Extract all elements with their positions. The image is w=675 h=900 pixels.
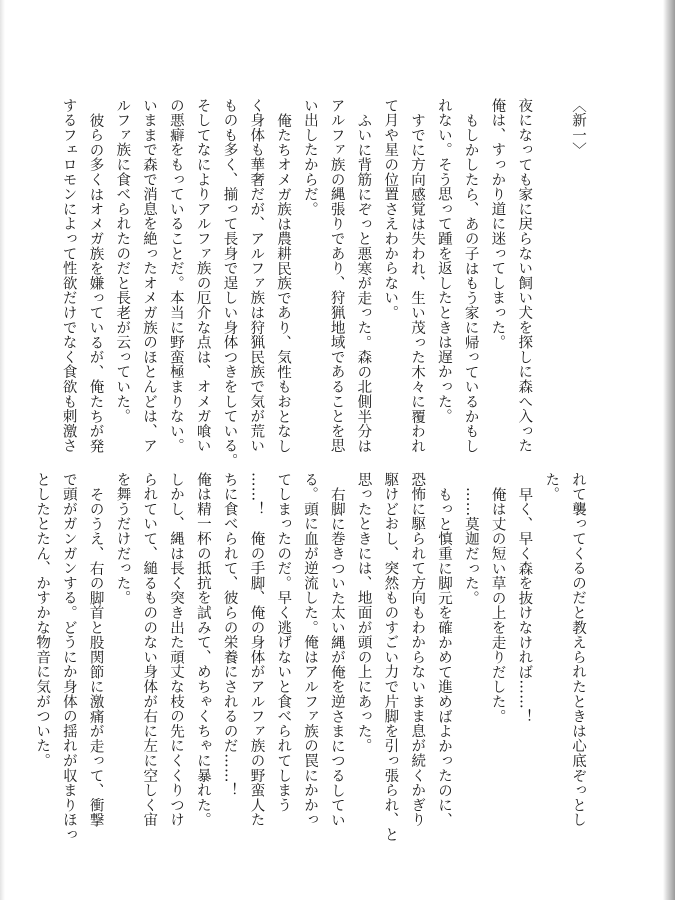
text-line: ものも多く、揃って長身で逞しい身体つきをしている。 xyxy=(221,98,238,468)
chapter-heading: 〈新一〉 xyxy=(570,98,586,158)
text-line: ふいに背筋にぞっと悪寒が走った。森の北側半分は xyxy=(355,112,372,453)
text-line: い出したからだ。 xyxy=(301,98,318,217)
text-line: 俺は、すっかり道に迷ってしまった。 xyxy=(489,98,506,350)
text-line: ルファ族に食べられたのだと長老が云っていた。 xyxy=(114,98,131,424)
text-line: る。頭に血が逆流した。俺はアルファ族の罠にかかっ xyxy=(302,472,319,828)
text-line: 俺は丈の短い草の上を走りだした。 xyxy=(489,486,506,724)
text-line: てしまったのだ。早く逃げないと食べられてしまう xyxy=(275,472,292,813)
text-line: アルファ族の縄張りであり、狩猟地域であることを思 xyxy=(328,98,345,454)
text-line: 俺は精一杯の抵抗を試みて、めちゃくちゃに暴れた。 xyxy=(194,472,211,828)
text-line: 俺たちオメガ族は農耕民族であり、気性もおとなし xyxy=(275,112,292,453)
text-line: ……莫迦だった。 xyxy=(462,486,479,605)
text-line: 彼らの多くはオメガ族を嫌っているが、俺たちが発 xyxy=(87,112,104,453)
text-line: られていて、縋るもののない身体が右に左に空しく宙 xyxy=(141,472,158,828)
text-line: もっと慎重に脚元を確かめて進めばよかったのに、 xyxy=(436,486,453,827)
text-line: そしてなによりアルファ族の厄介な点は、オメガ喰い xyxy=(194,98,211,454)
text-line: 思ったときには、地面が頭の上にあった。 xyxy=(355,472,372,754)
text-line: 恐怖に駆られて方向もわからないまま息が続くかぎり xyxy=(409,472,426,828)
text-line: 早く、早く森を抜けなければ……！ xyxy=(516,486,533,724)
text-line: 駆けどおし、突然ものすごい力で片脚を引っ張られ、と xyxy=(382,472,399,842)
text-line: 夜になっても家に戻らない飼い犬を探しに森へ入った xyxy=(516,98,533,454)
lower-text-block xyxy=(34,472,591,842)
text-line: ……！ 俺の手脚、俺の身体がアルファ族の野蛮人た xyxy=(248,472,265,828)
text-line: を舞うだけだった。 xyxy=(114,472,131,606)
text-line: としたとたん、かすかな物音に気がついた。 xyxy=(34,472,51,768)
text-line: すでに方向感覚は失われ、生い茂った木々に覆われ xyxy=(409,112,426,453)
text-line: もしかしたら、あの子はもう家に帰っているかもし xyxy=(462,112,479,453)
upper-text-block xyxy=(60,98,591,468)
text-line: するフェロモンによって性欲だけでなく食欲も刺激さ xyxy=(60,98,77,454)
text-line: の悪癖をもっていることだ。本当に野蛮極まりない。 xyxy=(167,98,184,454)
page-left-edge xyxy=(0,0,5,900)
text-line: ちに食べられて、彼らの栄養にされるのだ……！ xyxy=(221,472,238,798)
page-right-edge xyxy=(663,0,675,900)
text-line: て月や星の位置さえわからない。 xyxy=(382,98,399,320)
text-line: 右脚に巻きついた太い縄が俺を逆さまにつるしてい xyxy=(328,486,345,827)
text-line: く身体も華奢だが、アルファ族は狩猟民族で気が荒い xyxy=(248,98,265,454)
text-line: た。 xyxy=(543,472,560,502)
text-line: そのうえ、右の脚首と股関節に激痛が走って、衝撃 xyxy=(87,486,104,827)
text-line: いままで森で消息を絶ったオメガ族のほとんどは、ア xyxy=(141,98,158,454)
text-line: れて襲ってくるのだと教えられたときは心底ぞっとし xyxy=(570,472,586,828)
text-line: で頭がガンガンする。どうにか身体の揺れが収まりほっ xyxy=(60,472,77,842)
text-line: しかし、縄は長く突き出た頑丈な枝の先にくくりつけ xyxy=(168,472,185,828)
text-line: れない。そう思って踵を返したときは遅かった。 xyxy=(435,98,452,424)
